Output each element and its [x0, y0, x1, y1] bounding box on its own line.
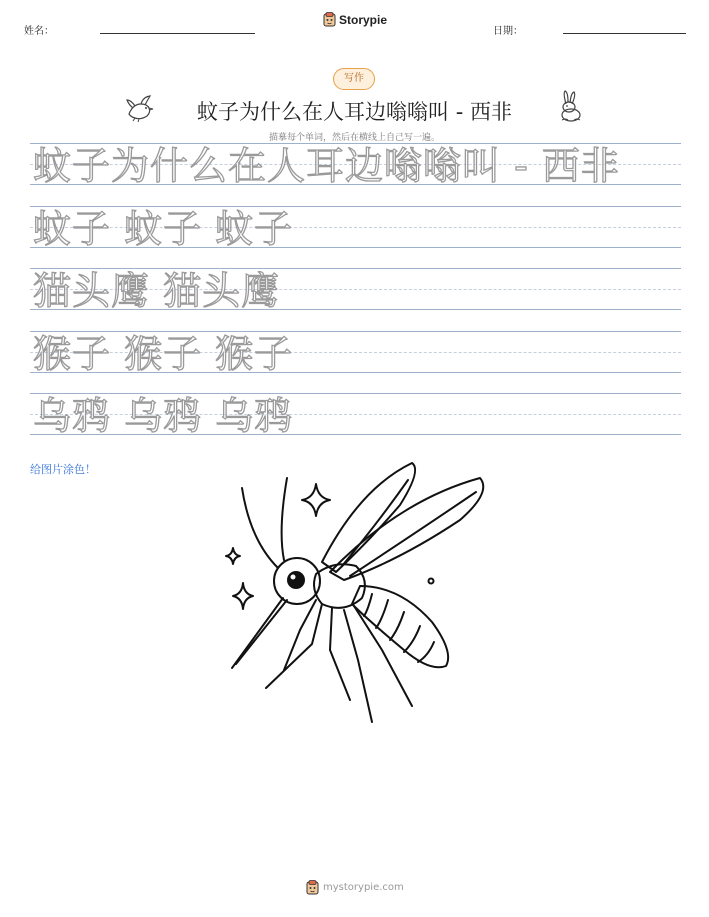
practice-row[interactable] — [30, 140, 681, 203]
trace-text: 蚊子 蚊子 蚊子 — [33, 206, 294, 251]
practice-row[interactable] — [30, 265, 681, 328]
practice-area — [30, 140, 681, 453]
storypie-logo-icon — [306, 880, 319, 895]
trace-text: 猴子 猴子 猴子 — [33, 331, 294, 376]
brand-name: Storypie — [339, 12, 388, 27]
rabbit-icon — [556, 90, 584, 122]
mosquito-illustration[interactable] — [220, 455, 500, 730]
practice-row[interactable] — [30, 390, 681, 453]
practice-row[interactable] — [30, 328, 681, 391]
date-line[interactable] — [563, 33, 686, 34]
title-row — [0, 92, 709, 126]
footer-url[interactable]: mystorypie.com — [323, 882, 404, 893]
color-prompt: 给图片涂色！ — [30, 463, 96, 476]
trace-text: 猫头鹰 猫头鹰 — [33, 269, 281, 313]
date-label: 日期： — [493, 26, 523, 37]
name-line[interactable] — [100, 33, 255, 34]
worksheet-title: 蚊子为什么在人耳边嗡嗡叫 - 西非 — [197, 100, 512, 124]
footer — [306, 880, 404, 895]
name-label: 姓名： — [24, 26, 54, 37]
brand — [323, 12, 387, 27]
trace-text: 乌鸦 乌鸦 乌鸦 — [33, 394, 294, 438]
instructions: 描摹每个单词，然后在横线上自己写一遍。 — [268, 133, 440, 143]
trace-text: 蚊子为什么在人耳边嗡嗡叫 - 西非 — [33, 144, 620, 188]
practice-row[interactable] — [30, 203, 681, 266]
storypie-logo-icon — [323, 12, 336, 27]
writing-badge: 写作 — [333, 68, 375, 90]
